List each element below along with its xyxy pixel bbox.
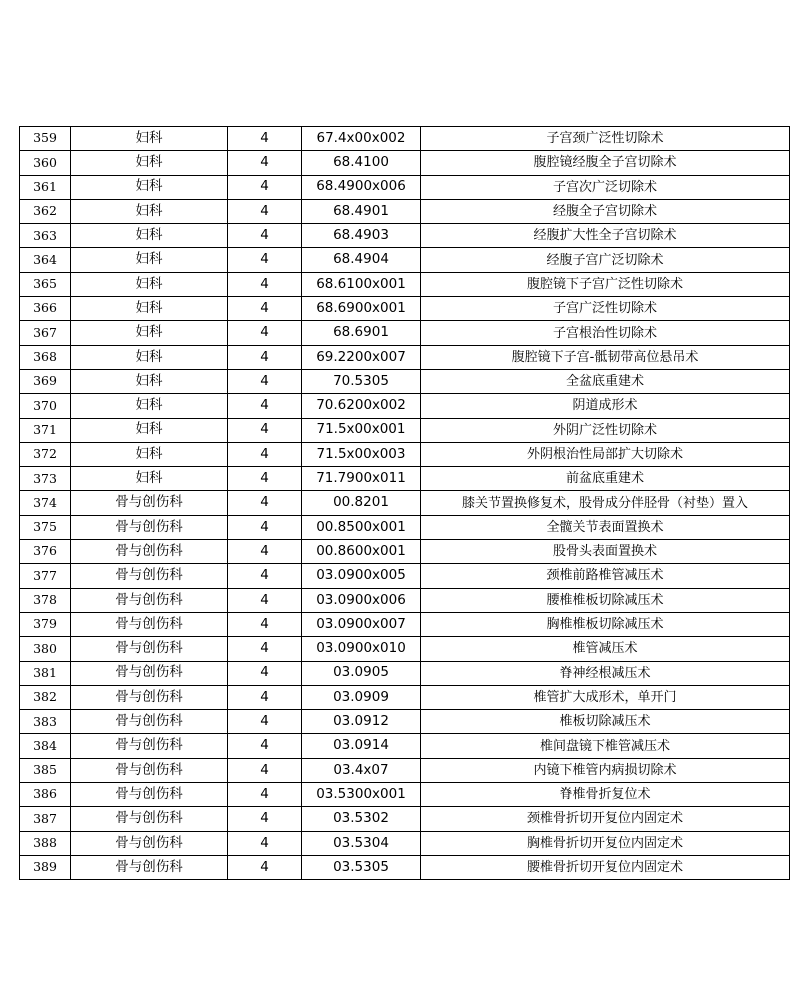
department-cell: 妇科 xyxy=(71,127,228,151)
procedure-code-cell: 03.5305 xyxy=(302,855,421,879)
department-cell: 妇科 xyxy=(71,442,228,466)
procedure-name-cell: 经腹全子宫切除术 xyxy=(421,199,790,223)
department-cell: 妇科 xyxy=(71,199,228,223)
row-number-cell: 375 xyxy=(20,515,71,539)
procedure-code-cell: 03.0909 xyxy=(302,685,421,709)
department-cell: 骨与创伤科 xyxy=(71,783,228,807)
procedure-code-cell: 71.5x00x001 xyxy=(302,418,421,442)
level-cell: 4 xyxy=(228,637,302,661)
table-row xyxy=(20,564,790,588)
level-cell: 4 xyxy=(228,612,302,636)
procedure-code-cell: 68.4901 xyxy=(302,199,421,223)
row-number-cell: 382 xyxy=(20,685,71,709)
table-row xyxy=(20,321,790,345)
level-cell: 4 xyxy=(228,467,302,491)
procedure-code-cell: 71.5x00x003 xyxy=(302,442,421,466)
department-cell: 妇科 xyxy=(71,394,228,418)
table-row xyxy=(20,199,790,223)
department-cell: 骨与创伤科 xyxy=(71,734,228,758)
row-number-cell: 380 xyxy=(20,637,71,661)
row-number-cell: 363 xyxy=(20,224,71,248)
procedure-name-cell: 经腹扩大性全子宫切除术 xyxy=(421,224,790,248)
row-number-cell: 383 xyxy=(20,710,71,734)
level-cell: 4 xyxy=(228,175,302,199)
procedure-name-cell: 脊椎骨折复位术 xyxy=(421,783,790,807)
table-body xyxy=(20,127,790,880)
procedure-code-cell: 68.4904 xyxy=(302,248,421,272)
table-row xyxy=(20,540,790,564)
document-page xyxy=(19,126,790,880)
level-cell: 4 xyxy=(228,345,302,369)
department-cell: 骨与创伤科 xyxy=(71,685,228,709)
table-row xyxy=(20,418,790,442)
table-row xyxy=(20,807,790,831)
row-number-cell: 373 xyxy=(20,467,71,491)
row-number-cell: 361 xyxy=(20,175,71,199)
department-cell: 妇科 xyxy=(71,272,228,296)
table-row xyxy=(20,588,790,612)
table-row xyxy=(20,442,790,466)
procedure-name-cell: 椎管减压术 xyxy=(421,637,790,661)
table-row xyxy=(20,661,790,685)
row-number-cell: 359 xyxy=(20,127,71,151)
procedure-name-cell: 颈椎前路椎管减压术 xyxy=(421,564,790,588)
procedure-code-cell: 68.6900x001 xyxy=(302,297,421,321)
procedure-name-cell: 脊神经根减压术 xyxy=(421,661,790,685)
procedure-name-cell: 子宫广泛性切除术 xyxy=(421,297,790,321)
procedure-name-cell: 外阴根治性局部扩大切除术 xyxy=(421,442,790,466)
table-row xyxy=(20,515,790,539)
table-row xyxy=(20,758,790,782)
procedure-code-cell: 03.0912 xyxy=(302,710,421,734)
department-cell: 妇科 xyxy=(71,345,228,369)
department-cell: 妇科 xyxy=(71,224,228,248)
table-row xyxy=(20,491,790,515)
level-cell: 4 xyxy=(228,199,302,223)
row-number-cell: 372 xyxy=(20,442,71,466)
table-row xyxy=(20,637,790,661)
procedure-code-cell: 67.4x00x002 xyxy=(302,127,421,151)
level-cell: 4 xyxy=(228,127,302,151)
procedure-code-cell: 03.0900x007 xyxy=(302,612,421,636)
level-cell: 4 xyxy=(228,783,302,807)
procedure-code-cell: 69.2200x007 xyxy=(302,345,421,369)
row-number-cell: 379 xyxy=(20,612,71,636)
level-cell: 4 xyxy=(228,807,302,831)
procedure-code-cell: 03.0900x006 xyxy=(302,588,421,612)
procedure-code-cell: 00.8201 xyxy=(302,491,421,515)
level-cell: 4 xyxy=(228,224,302,248)
table-row xyxy=(20,151,790,175)
procedure-name-cell: 股骨头表面置换术 xyxy=(421,540,790,564)
row-number-cell: 384 xyxy=(20,734,71,758)
procedure-name-cell: 腹腔镜下子宫-骶韧带高位悬吊术 xyxy=(421,345,790,369)
procedure-name-cell: 子宫颈广泛性切除术 xyxy=(421,127,790,151)
row-number-cell: 387 xyxy=(20,807,71,831)
procedure-code-cell: 68.4900x006 xyxy=(302,175,421,199)
procedure-code-cell: 70.5305 xyxy=(302,369,421,393)
row-number-cell: 364 xyxy=(20,248,71,272)
row-number-cell: 377 xyxy=(20,564,71,588)
table-row xyxy=(20,855,790,879)
level-cell: 4 xyxy=(228,831,302,855)
department-cell: 骨与创伤科 xyxy=(71,807,228,831)
level-cell: 4 xyxy=(228,855,302,879)
table-row xyxy=(20,612,790,636)
level-cell: 4 xyxy=(228,394,302,418)
department-cell: 骨与创伤科 xyxy=(71,491,228,515)
row-number-cell: 369 xyxy=(20,369,71,393)
procedure-code-cell: 00.8500x001 xyxy=(302,515,421,539)
level-cell: 4 xyxy=(228,418,302,442)
procedure-name-cell: 椎间盘镜下椎管减压术 xyxy=(421,734,790,758)
row-number-cell: 374 xyxy=(20,491,71,515)
procedure-name-cell: 腰椎骨折切开复位内固定术 xyxy=(421,855,790,879)
row-number-cell: 366 xyxy=(20,297,71,321)
procedure-code-cell: 03.5302 xyxy=(302,807,421,831)
procedure-name-cell: 阴道成形术 xyxy=(421,394,790,418)
table-row xyxy=(20,831,790,855)
level-cell: 4 xyxy=(228,321,302,345)
department-cell: 骨与创伤科 xyxy=(71,710,228,734)
department-cell: 骨与创伤科 xyxy=(71,661,228,685)
level-cell: 4 xyxy=(228,272,302,296)
table-row xyxy=(20,127,790,151)
level-cell: 4 xyxy=(228,491,302,515)
department-cell: 骨与创伤科 xyxy=(71,515,228,539)
department-cell: 妇科 xyxy=(71,369,228,393)
procedure-table xyxy=(19,126,790,880)
procedure-name-cell: 腹腔镜下子宫广泛性切除术 xyxy=(421,272,790,296)
row-number-cell: 376 xyxy=(20,540,71,564)
table-row xyxy=(20,272,790,296)
row-number-cell: 360 xyxy=(20,151,71,175)
procedure-name-cell: 全盆底重建术 xyxy=(421,369,790,393)
department-cell: 骨与创伤科 xyxy=(71,855,228,879)
level-cell: 4 xyxy=(228,151,302,175)
row-number-cell: 385 xyxy=(20,758,71,782)
procedure-code-cell: 03.5300x001 xyxy=(302,783,421,807)
row-number-cell: 371 xyxy=(20,418,71,442)
table-row xyxy=(20,685,790,709)
procedure-code-cell: 03.0900x010 xyxy=(302,637,421,661)
table-row xyxy=(20,369,790,393)
department-cell: 骨与创伤科 xyxy=(71,564,228,588)
table-row xyxy=(20,175,790,199)
procedure-code-cell: 71.7900x011 xyxy=(302,467,421,491)
procedure-name-cell: 膝关节置换修复术，股骨成分伴胫骨（衬垫）置入 xyxy=(421,491,790,515)
row-number-cell: 368 xyxy=(20,345,71,369)
table-row xyxy=(20,783,790,807)
level-cell: 4 xyxy=(228,297,302,321)
department-cell: 骨与创伤科 xyxy=(71,612,228,636)
table-row xyxy=(20,345,790,369)
procedure-name-cell: 胸椎骨折切开复位内固定术 xyxy=(421,831,790,855)
procedure-code-cell: 03.5304 xyxy=(302,831,421,855)
level-cell: 4 xyxy=(228,685,302,709)
procedure-code-cell: 68.6100x001 xyxy=(302,272,421,296)
table-row xyxy=(20,297,790,321)
row-number-cell: 389 xyxy=(20,855,71,879)
level-cell: 4 xyxy=(228,515,302,539)
row-number-cell: 381 xyxy=(20,661,71,685)
level-cell: 4 xyxy=(228,588,302,612)
row-number-cell: 388 xyxy=(20,831,71,855)
procedure-name-cell: 内镜下椎管内病损切除术 xyxy=(421,758,790,782)
procedure-code-cell: 68.4903 xyxy=(302,224,421,248)
procedure-code-cell: 68.4100 xyxy=(302,151,421,175)
procedure-name-cell: 外阴广泛性切除术 xyxy=(421,418,790,442)
procedure-name-cell: 腹腔镜经腹全子宫切除术 xyxy=(421,151,790,175)
procedure-code-cell: 70.6200x002 xyxy=(302,394,421,418)
level-cell: 4 xyxy=(228,369,302,393)
table-row xyxy=(20,710,790,734)
department-cell: 妇科 xyxy=(71,151,228,175)
level-cell: 4 xyxy=(228,248,302,272)
department-cell: 骨与创伤科 xyxy=(71,637,228,661)
procedure-code-cell: 03.4x07 xyxy=(302,758,421,782)
procedure-name-cell: 颈椎骨折切开复位内固定术 xyxy=(421,807,790,831)
level-cell: 4 xyxy=(228,661,302,685)
procedure-code-cell: 00.8600x001 xyxy=(302,540,421,564)
level-cell: 4 xyxy=(228,564,302,588)
row-number-cell: 386 xyxy=(20,783,71,807)
procedure-code-cell: 68.6901 xyxy=(302,321,421,345)
department-cell: 妇科 xyxy=(71,467,228,491)
level-cell: 4 xyxy=(228,734,302,758)
table-row xyxy=(20,224,790,248)
level-cell: 4 xyxy=(228,442,302,466)
row-number-cell: 365 xyxy=(20,272,71,296)
table-row xyxy=(20,467,790,491)
level-cell: 4 xyxy=(228,540,302,564)
department-cell: 妇科 xyxy=(71,248,228,272)
procedure-name-cell: 椎板切除减压术 xyxy=(421,710,790,734)
department-cell: 骨与创伤科 xyxy=(71,758,228,782)
department-cell: 妇科 xyxy=(71,321,228,345)
procedure-code-cell: 03.0900x005 xyxy=(302,564,421,588)
level-cell: 4 xyxy=(228,710,302,734)
table-row xyxy=(20,394,790,418)
procedure-code-cell: 03.0905 xyxy=(302,661,421,685)
procedure-name-cell: 子宫根治性切除术 xyxy=(421,321,790,345)
procedure-name-cell: 椎管扩大成形术，单开门 xyxy=(421,685,790,709)
department-cell: 骨与创伤科 xyxy=(71,540,228,564)
procedure-name-cell: 前盆底重建术 xyxy=(421,467,790,491)
table-row xyxy=(20,248,790,272)
department-cell: 骨与创伤科 xyxy=(71,588,228,612)
row-number-cell: 362 xyxy=(20,199,71,223)
procedure-name-cell: 胸椎椎板切除减压术 xyxy=(421,612,790,636)
department-cell: 骨与创伤科 xyxy=(71,831,228,855)
procedure-name-cell: 腰椎椎板切除减压术 xyxy=(421,588,790,612)
department-cell: 妇科 xyxy=(71,175,228,199)
procedure-code-cell: 03.0914 xyxy=(302,734,421,758)
row-number-cell: 367 xyxy=(20,321,71,345)
table-row xyxy=(20,734,790,758)
procedure-name-cell: 子宫次广泛切除术 xyxy=(421,175,790,199)
procedure-name-cell: 全髋关节表面置换术 xyxy=(421,515,790,539)
procedure-name-cell: 经腹子宫广泛切除术 xyxy=(421,248,790,272)
row-number-cell: 370 xyxy=(20,394,71,418)
level-cell: 4 xyxy=(228,758,302,782)
department-cell: 妇科 xyxy=(71,418,228,442)
department-cell: 妇科 xyxy=(71,297,228,321)
row-number-cell: 378 xyxy=(20,588,71,612)
